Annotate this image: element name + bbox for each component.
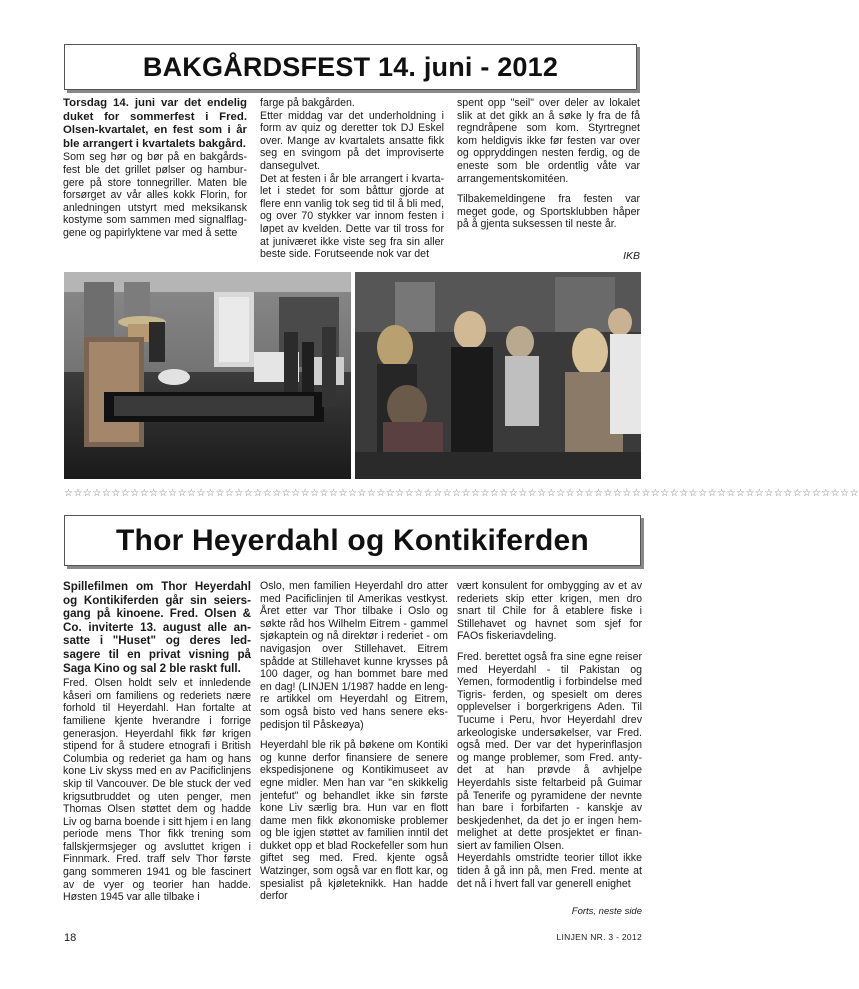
article2-column-3 (457, 580, 642, 910)
article1-column-3 (457, 97, 640, 263)
article1-paragraph: farge på bakgården. (260, 97, 355, 109)
article2-lede: Spillefilmen om Thor Heyerdahl og Kontikiferden går sin seiersgang på kinoene. Fred. Olsen & Co. inviterte 13. august alle ansatte i "Huset" og deres ledsagere til en privat visning på Saga Kino og sal 2 ble raskt full. (63, 580, 251, 675)
photo-grill-scene (64, 272, 351, 479)
page-number: 18 (64, 932, 77, 944)
article2-column-2 (260, 580, 448, 920)
article2-paragraph: Heyerdahls omstridte teorier tillot ikke tiden å gå inn på, men Fred. mente at det nå i hvert fall var generell enighet (457, 852, 642, 890)
article1-paragraph: Som seg hør og bør på en bakgårdsfest ble det grillet pølser og hamburgere på store tonnegriller. Maten ble forsørget av vår alles kokk Florin, for anledningen utstyrt med meksikansk kostyme som sammen med signalflaggene og papirlyktene var med å sette (63, 151, 247, 239)
article2-title: Thor Heyerdahl og Kontikiferden (116, 523, 589, 557)
article2-paragraph: vært konsulent for ombygging av et av rederiets skip etter krigen, men dro snart til Chile for å etablere fiske i Stillehavet og havnet som sjef for FAOs fiskeriavdeling. (457, 580, 642, 643)
article1-lede: Torsdag 14. juni var det endelig duket for sommerfest i Fred. Olsen-kvartalet, en fest som i år ble arrangert i kvartalets bakgård. (63, 97, 247, 150)
article2-title-box (64, 515, 641, 566)
article2-paragraph: Fred. berettet også fra sine egne reiser med Heyerdahl - til Pakistan og Yemen, formodentlig i forbindelse med Tigris- ferden, og spesielt om deres opplevelser i borgerkrigens Aden. Til Tucume i Peru, hvor Heyerdahl drev arkeologiske undersøkelser, var Fred. også med. Der var det hyperinflasjon og mange problemer, som Fred. antydet at han prøvde å avhjelpe Heyerdahls siste feltarbeid på Guimar på Tenerife og pyramidene der nevnte han bare i forbifarten - kanskje av beskjedenhet, da det jo er ingen hemmelighet at dette prosjektet er finansiert av familien Olsen. (457, 650, 642, 852)
article1-title: BAKGÅRDSFEST 14. juni - 2012 (142, 51, 559, 82)
photo-dancing-crowd-image (355, 272, 641, 479)
article2-column-1 (63, 580, 251, 920)
article1-paragraph: Tilbakemeldingene fra festen var meget gode, og Sportsklubben håper på å gjenta suksessen til neste år. (457, 193, 640, 231)
photo-dancing-crowd (355, 272, 641, 479)
article1-paragraph: Etter middag var det underholdning i form av quiz og deretter tok DJ Eskel over. Mange av kvartalets ansatte fikk seg en svingom på det improviserte dansegulvet. (260, 109, 444, 172)
article1-paragraph: spent opp "seil" over deler av lokalet slik at det gikk an å søke ly fra de få regndråpene som kom. Styrtregnet kom heldigvis ikke før festen var over og oppryddingen nesten ferdig, og de eneste som ble ordentlig våte var arrangementskomitéen. (457, 97, 640, 185)
article1-title-box (64, 44, 637, 90)
article1-column-2 (260, 97, 444, 263)
article1-column-1 (63, 97, 247, 263)
article2-paragraph: Oslo, men familien Heyerdahl dro atter med Pacificlinjen til Amerikas vestkyst. Året etter var Thor tilbake i Oslo og søkte råd hos Wilhelm Eitrem - gammel sjøkaptein og nå direktør i rederiet - om navigasjon over Stillehavet. Eitrem spådde at Stillehavet kunne krysses på 100 dager, og han bommet bare med en dag! (LINJEN 1/1987 hadde en lengre artikkel om Heyerdahl og Eitrem, som også bisto ved hans senere ekspedisjon til Påskeøya) (260, 580, 448, 731)
article1-paragraph: Det at festen i år ble arrangert i kvartalet i stedet for som båttur gjorde at flere enn vanlig tok seg tid til å bli med, og over 70 stykker var innom festen i løpet av kvelden. Dette var til tross for at juniværet ikke viste seg fra sin aller beste side. Forutseende nok var det (260, 172, 444, 261)
article2-paragraph: Heyerdahl ble rik på bøkene om Kontiki og kunne derfor finansiere de senere ekspedisjonene og Kontikimuseet av egne midler. Men han var "en skikkelig jentefut" og behandlet ikke sin første kone Liv særlig bra. Hun var en flott dame men fikk økonomiske problemer og ble igjen støttet av familien inntil det dukket opp et blad Rockefeller som hun giftet seg med. Fred. kjente også Watzinger, som også var en flott kar, og spesialist på kjøleteknikk. Han hadde derfor (260, 739, 448, 903)
continued-note: Forts, neste side (571, 906, 642, 917)
section-divider-stars: ☆☆☆☆☆☆☆☆☆☆☆☆☆☆☆☆☆☆☆☆☆☆☆☆☆☆☆☆☆☆☆☆☆☆☆☆☆☆☆☆☆☆☆☆☆☆☆☆☆☆☆☆☆☆☆☆☆☆☆☆☆☆☆☆☆☆☆☆☆☆☆☆☆☆☆☆☆☆☆☆☆☆☆☆ (64, 488, 859, 499)
article1-signature: IKB (623, 250, 640, 262)
publication-footer: LINJEN NR. 3 - 2012 (556, 932, 642, 942)
article2-paragraph: Fred. Olsen holdt selv et innledende kåseri om familiens og rederiets nære forhold til Heyerdahl. Han fortalte at familiene kjente hverandre i forrige generasjon. Heyerdahl fikk før krigen stipend for å studere etnografi i British Columbia og rederiet ga ham og hans kone Liv skyss med en av Pacificlinjens skip til Vancouver. De ble stuck der ved krigsutbruddet og uten penger, men Thomas Olsen støttet dem og hadde Liv og barna boende i sitt hjem i en lang periode mens Thor fikk trening som fallskjermsjeger og avsluttet krigen i Finnmark. Fred. traff selv Thor første gang sommeren 1941 og ble fascinert av de vyer og teorier han hadde. Høsten 1945 var alle tilbake i (63, 677, 251, 904)
photo-grill-scene-image (64, 272, 351, 479)
